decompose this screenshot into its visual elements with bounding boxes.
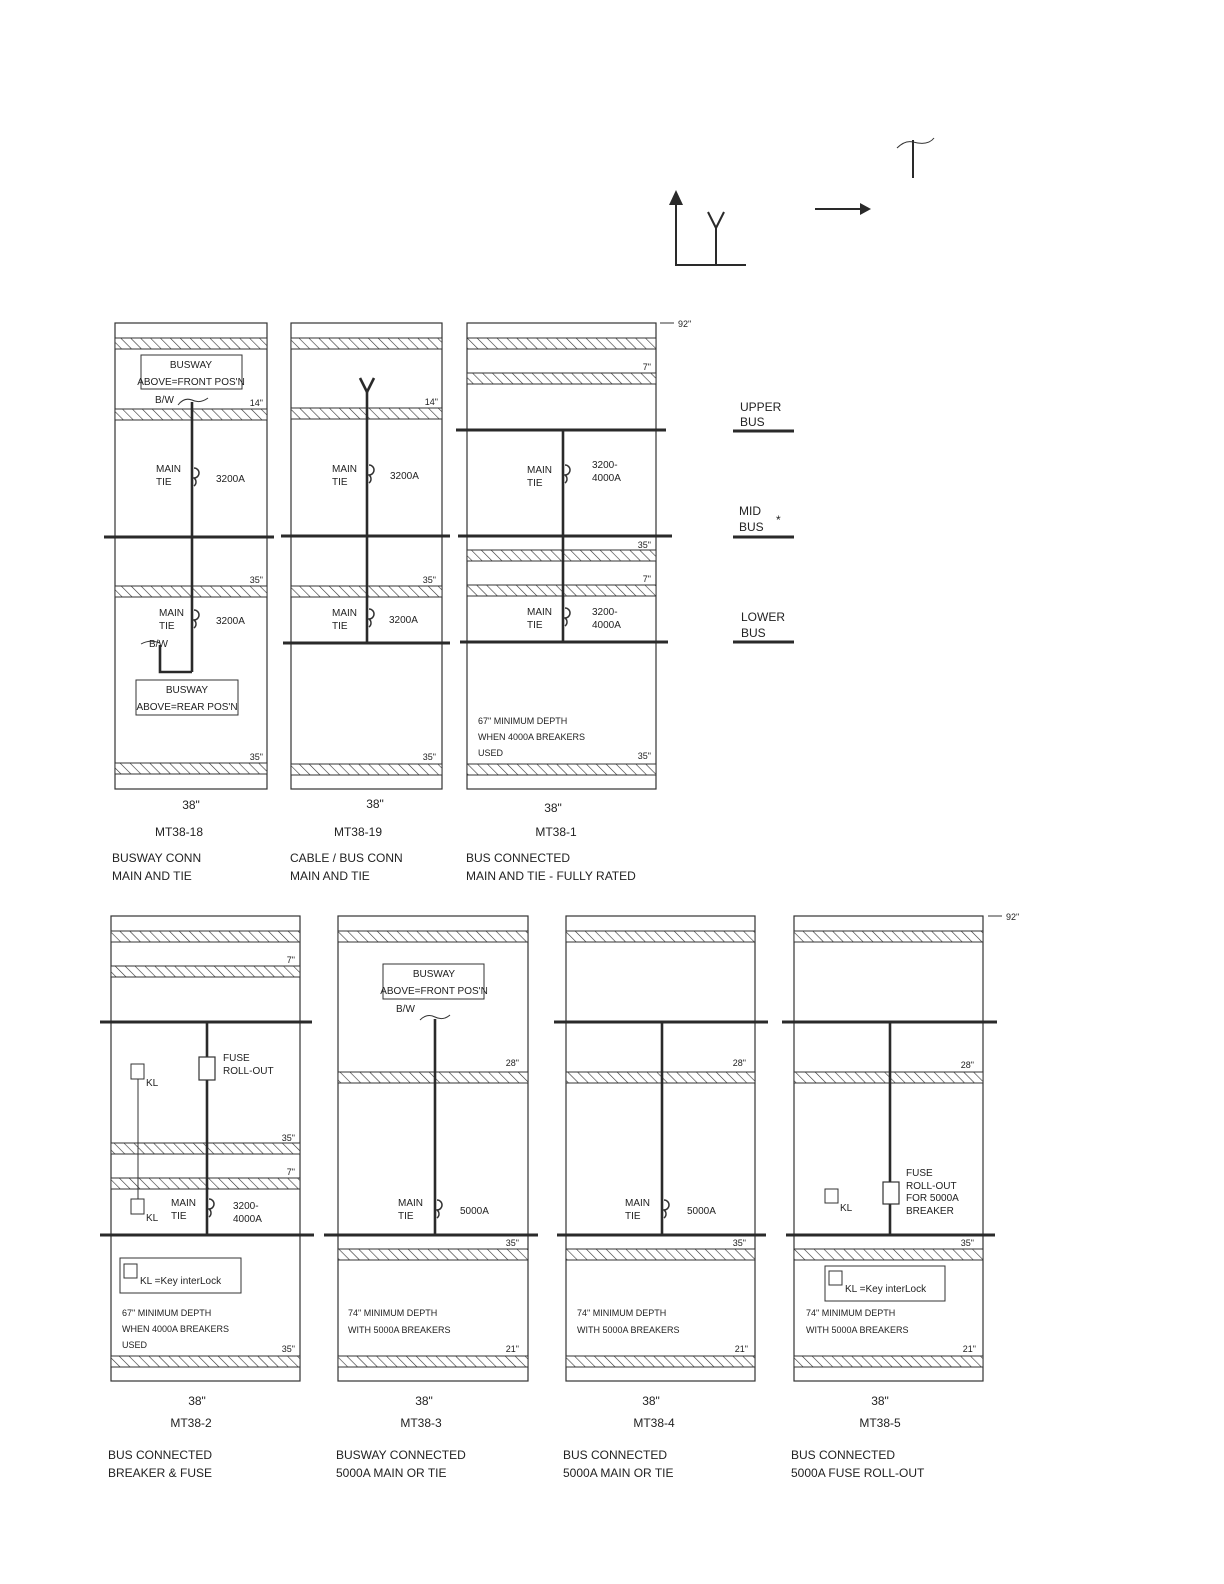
dimension-label: 21" (734, 1344, 748, 1354)
legend-mid-bus (733, 504, 794, 537)
breaker-name-line1: MAIN (527, 465, 552, 476)
dimension-label: 28" (960, 1060, 974, 1070)
kl-label: KL (146, 1078, 159, 1089)
legend-upper-bus (733, 400, 794, 431)
fuse-label-line1: FUSE (906, 1168, 933, 1179)
fuse-rollout-icon (199, 1057, 215, 1080)
fuse-label-line3: FOR 5000A (906, 1193, 959, 1204)
breaker-name-line1: MAIN (156, 464, 181, 475)
breaker-main-tie (332, 608, 418, 632)
section-caption-line1: BUS CONNECTED (563, 1448, 668, 1462)
breaker-name-line1: MAIN (527, 607, 552, 618)
dimension-label: 35" (505, 1238, 519, 1248)
dimension-label: 7" (286, 955, 295, 965)
breaker-rating-line1: 3200- (592, 607, 618, 618)
breaker-name-line2: TIE (159, 621, 175, 632)
section-caption-line1: BUS CONNECTED (791, 1448, 896, 1462)
dimension-label: 35" (422, 752, 436, 762)
dimension-label: 14" (424, 397, 438, 407)
bw-label: B/W (396, 1004, 415, 1015)
kl-label: KL (840, 1203, 853, 1214)
breaker-name-line1: MAIN (171, 1198, 196, 1209)
depth-note-line2: WHEN 4000A BREAKERS (478, 732, 586, 742)
dimension-label: 28" (732, 1058, 746, 1068)
section-mt38-3 (324, 916, 538, 1480)
dimension-label: 35" (960, 1238, 974, 1248)
breaker-rating-line1: 3200- (233, 1201, 259, 1212)
busway-symbol-icon (897, 138, 934, 178)
section-caption-line2: MAIN AND TIE (290, 869, 370, 883)
dimension-label: 35" (249, 752, 263, 762)
breaker-main-tie (398, 1198, 489, 1222)
busway-box-line1: BUSWAY (165, 685, 209, 696)
section-model-number: MT38-5 (859, 1416, 901, 1430)
depth-note-line1: 74" MINIMUM DEPTH (348, 1308, 438, 1318)
breaker-name-line1: MAIN (398, 1198, 423, 1209)
legend-lower-bus (733, 610, 794, 642)
bw-label: B/W (149, 639, 168, 650)
busway-box-line1: BUSWAY (169, 360, 213, 371)
section-width-label: 38" (182, 798, 200, 812)
depth-note-line2: WITH 5000A BREAKERS (577, 1325, 680, 1335)
fuse-label-line4: BREAKER (906, 1206, 954, 1217)
section-width-label: 38" (415, 1394, 433, 1408)
dimension-label: 14" (249, 398, 263, 408)
height-marker-top (660, 319, 691, 329)
header-symbols (669, 138, 934, 265)
fuse-label-line2: ROLL-OUT (906, 1181, 957, 1192)
dimension-label: 7" (642, 362, 651, 372)
breaker-main-tie (527, 460, 621, 489)
depth-note-line1: 74" MINIMUM DEPTH (806, 1308, 896, 1318)
dimension-label: 35" (637, 540, 651, 550)
section-mt38-19 (281, 323, 450, 883)
busway-box-line2: ABOVE=FRONT POS'N (380, 986, 488, 997)
breaker-main-tie (527, 607, 621, 631)
depth-note-line1: 74" MINIMUM DEPTH (577, 1308, 667, 1318)
breaker-rating-line2: 4000A (592, 473, 621, 484)
section-caption-line2: BREAKER & FUSE (108, 1466, 213, 1480)
breaker-name-line2: TIE (625, 1211, 641, 1222)
dimension-label: 7" (286, 1167, 295, 1177)
legend-upper-bus-line1: UPPER (740, 400, 782, 414)
breaker-rating-line1: 3200- (592, 460, 618, 471)
breaker-main-tie (159, 608, 245, 632)
dimension-label: 35" (281, 1133, 295, 1143)
breaker-rating: 3200A (216, 616, 245, 627)
depth-note-line2: WITH 5000A BREAKERS (806, 1325, 909, 1335)
section-model-number: MT38-1 (535, 825, 577, 839)
dimension-label: 35" (249, 575, 263, 585)
arrow-right-icon (815, 203, 871, 215)
section-caption-line1: CABLE / BUS CONN (290, 851, 403, 865)
legend-lower-bus-line2: BUS (741, 626, 766, 640)
busway-box-line1: BUSWAY (412, 969, 456, 980)
depth-note-line3: USED (478, 748, 504, 758)
section-caption-line1: BUS CONNECTED (466, 851, 571, 865)
cable-symbol-icon (669, 190, 746, 265)
legend-mid-bus-line1: MID (739, 504, 761, 518)
section-caption-line2: 5000A MAIN OR TIE (336, 1466, 447, 1480)
key-interlock-icon (131, 1199, 144, 1214)
section-caption-line2: 5000A MAIN OR TIE (563, 1466, 674, 1480)
key-interlock-icon (825, 1189, 838, 1203)
section-width-label: 38" (188, 1394, 206, 1408)
dimension-label: 35" (281, 1344, 295, 1354)
breaker-name-line2: TIE (171, 1211, 187, 1222)
dimension-label: 35" (637, 751, 651, 761)
legend-mid-bus-asterisk: * (776, 513, 781, 527)
section-model-number: MT38-18 (154, 825, 204, 839)
dimension-label: 35" (732, 1238, 746, 1248)
breaker-name-line1: MAIN (625, 1198, 650, 1209)
section-caption-line1: BUS CONNECTED (108, 1448, 213, 1462)
breaker-name-line2: TIE (527, 478, 543, 489)
breaker-name-line1: MAIN (332, 608, 357, 619)
section-width-label: 38" (642, 1394, 660, 1408)
key-interlock-legend-text: KL =Key interLock (845, 1284, 927, 1295)
dimension-label: 21" (505, 1344, 519, 1354)
section-model-number: MT38-2 (170, 1416, 212, 1430)
key-interlock-legend-text: KL =Key interLock (140, 1276, 222, 1287)
section-width-label: 38" (871, 1394, 889, 1408)
section-caption-line2: MAIN AND TIE - FULLY RATED (466, 869, 636, 883)
depth-note-line2: WHEN 4000A BREAKERS (122, 1324, 230, 1334)
kl-label: KL (146, 1213, 159, 1224)
breaker-rating: 3200A (390, 471, 419, 482)
key-interlock-icon (131, 1064, 144, 1079)
section-mt38-2 (100, 916, 314, 1480)
depth-note-line3: USED (122, 1340, 148, 1350)
bus-legend (733, 400, 794, 642)
fuse-label-line2: ROLL-OUT (223, 1066, 274, 1077)
section-mt38-4 (554, 916, 768, 1480)
breaker-main-tie (171, 1198, 262, 1225)
dimension-label: 7" (642, 574, 651, 584)
section-model-number: MT38-3 (400, 1416, 442, 1430)
breaker-name-line2: TIE (398, 1211, 414, 1222)
section-caption-line1: BUSWAY CONN (112, 851, 202, 865)
section-mt38-18 (104, 323, 274, 883)
section-model-number: MT38-19 (333, 825, 383, 839)
breaker-main-tie (625, 1198, 716, 1222)
height-label-bottom: 92" (1006, 912, 1020, 922)
breaker-rating: 5000A (687, 1206, 716, 1217)
busway-box-line2: ABOVE=REAR POS'N (136, 702, 238, 713)
height-marker-bottom (988, 912, 1019, 922)
legend-lower-bus-line1: LOWER (741, 610, 786, 624)
dimension-label: 35" (422, 575, 436, 585)
section-mt38-5 (782, 916, 997, 1480)
breaker-rating: 3200A (389, 615, 418, 626)
breaker-rating-line2: 4000A (233, 1214, 262, 1225)
dimension-label: 28" (505, 1058, 519, 1068)
section-model-number: MT38-4 (633, 1416, 675, 1430)
section-caption-line2: MAIN AND TIE (112, 869, 192, 883)
depth-note-line2: WITH 5000A BREAKERS (348, 1325, 451, 1335)
breaker-rating: 3200A (216, 474, 245, 485)
depth-note-line1: 67" MINIMUM DEPTH (478, 716, 568, 726)
section-caption-line1: BUSWAY CONNECTED (336, 1448, 466, 1462)
fuse-label-line1: FUSE (223, 1053, 250, 1064)
breaker-rating-line2: 4000A (592, 620, 621, 631)
legend-mid-bus-line2: BUS (739, 520, 764, 534)
bw-label: B/W (155, 395, 174, 406)
breaker-main-tie (332, 464, 419, 488)
breaker-name-line2: TIE (527, 620, 543, 631)
section-width-label: 38" (366, 797, 384, 811)
depth-note-line1: 67" MINIMUM DEPTH (122, 1308, 212, 1318)
breaker-rating: 5000A (460, 1206, 489, 1217)
fuse-rollout-icon (883, 1182, 899, 1204)
breaker-main-tie (156, 464, 245, 488)
section-caption-line2: 5000A FUSE ROLL-OUT (791, 1466, 925, 1480)
breaker-name-line2: TIE (332, 477, 348, 488)
section-mt38-1 (456, 323, 672, 883)
section-width-label: 38" (544, 801, 562, 815)
busway-box-line2: ABOVE=FRONT POS'N (137, 377, 245, 388)
height-label-top: 92" (678, 319, 692, 329)
breaker-name-line1: MAIN (332, 464, 357, 475)
legend-upper-bus-line2: BUS (740, 415, 765, 429)
breaker-name-line2: TIE (332, 621, 348, 632)
breaker-name-line2: TIE (156, 477, 172, 488)
dimension-label: 21" (962, 1344, 976, 1354)
breaker-name-line1: MAIN (159, 608, 184, 619)
